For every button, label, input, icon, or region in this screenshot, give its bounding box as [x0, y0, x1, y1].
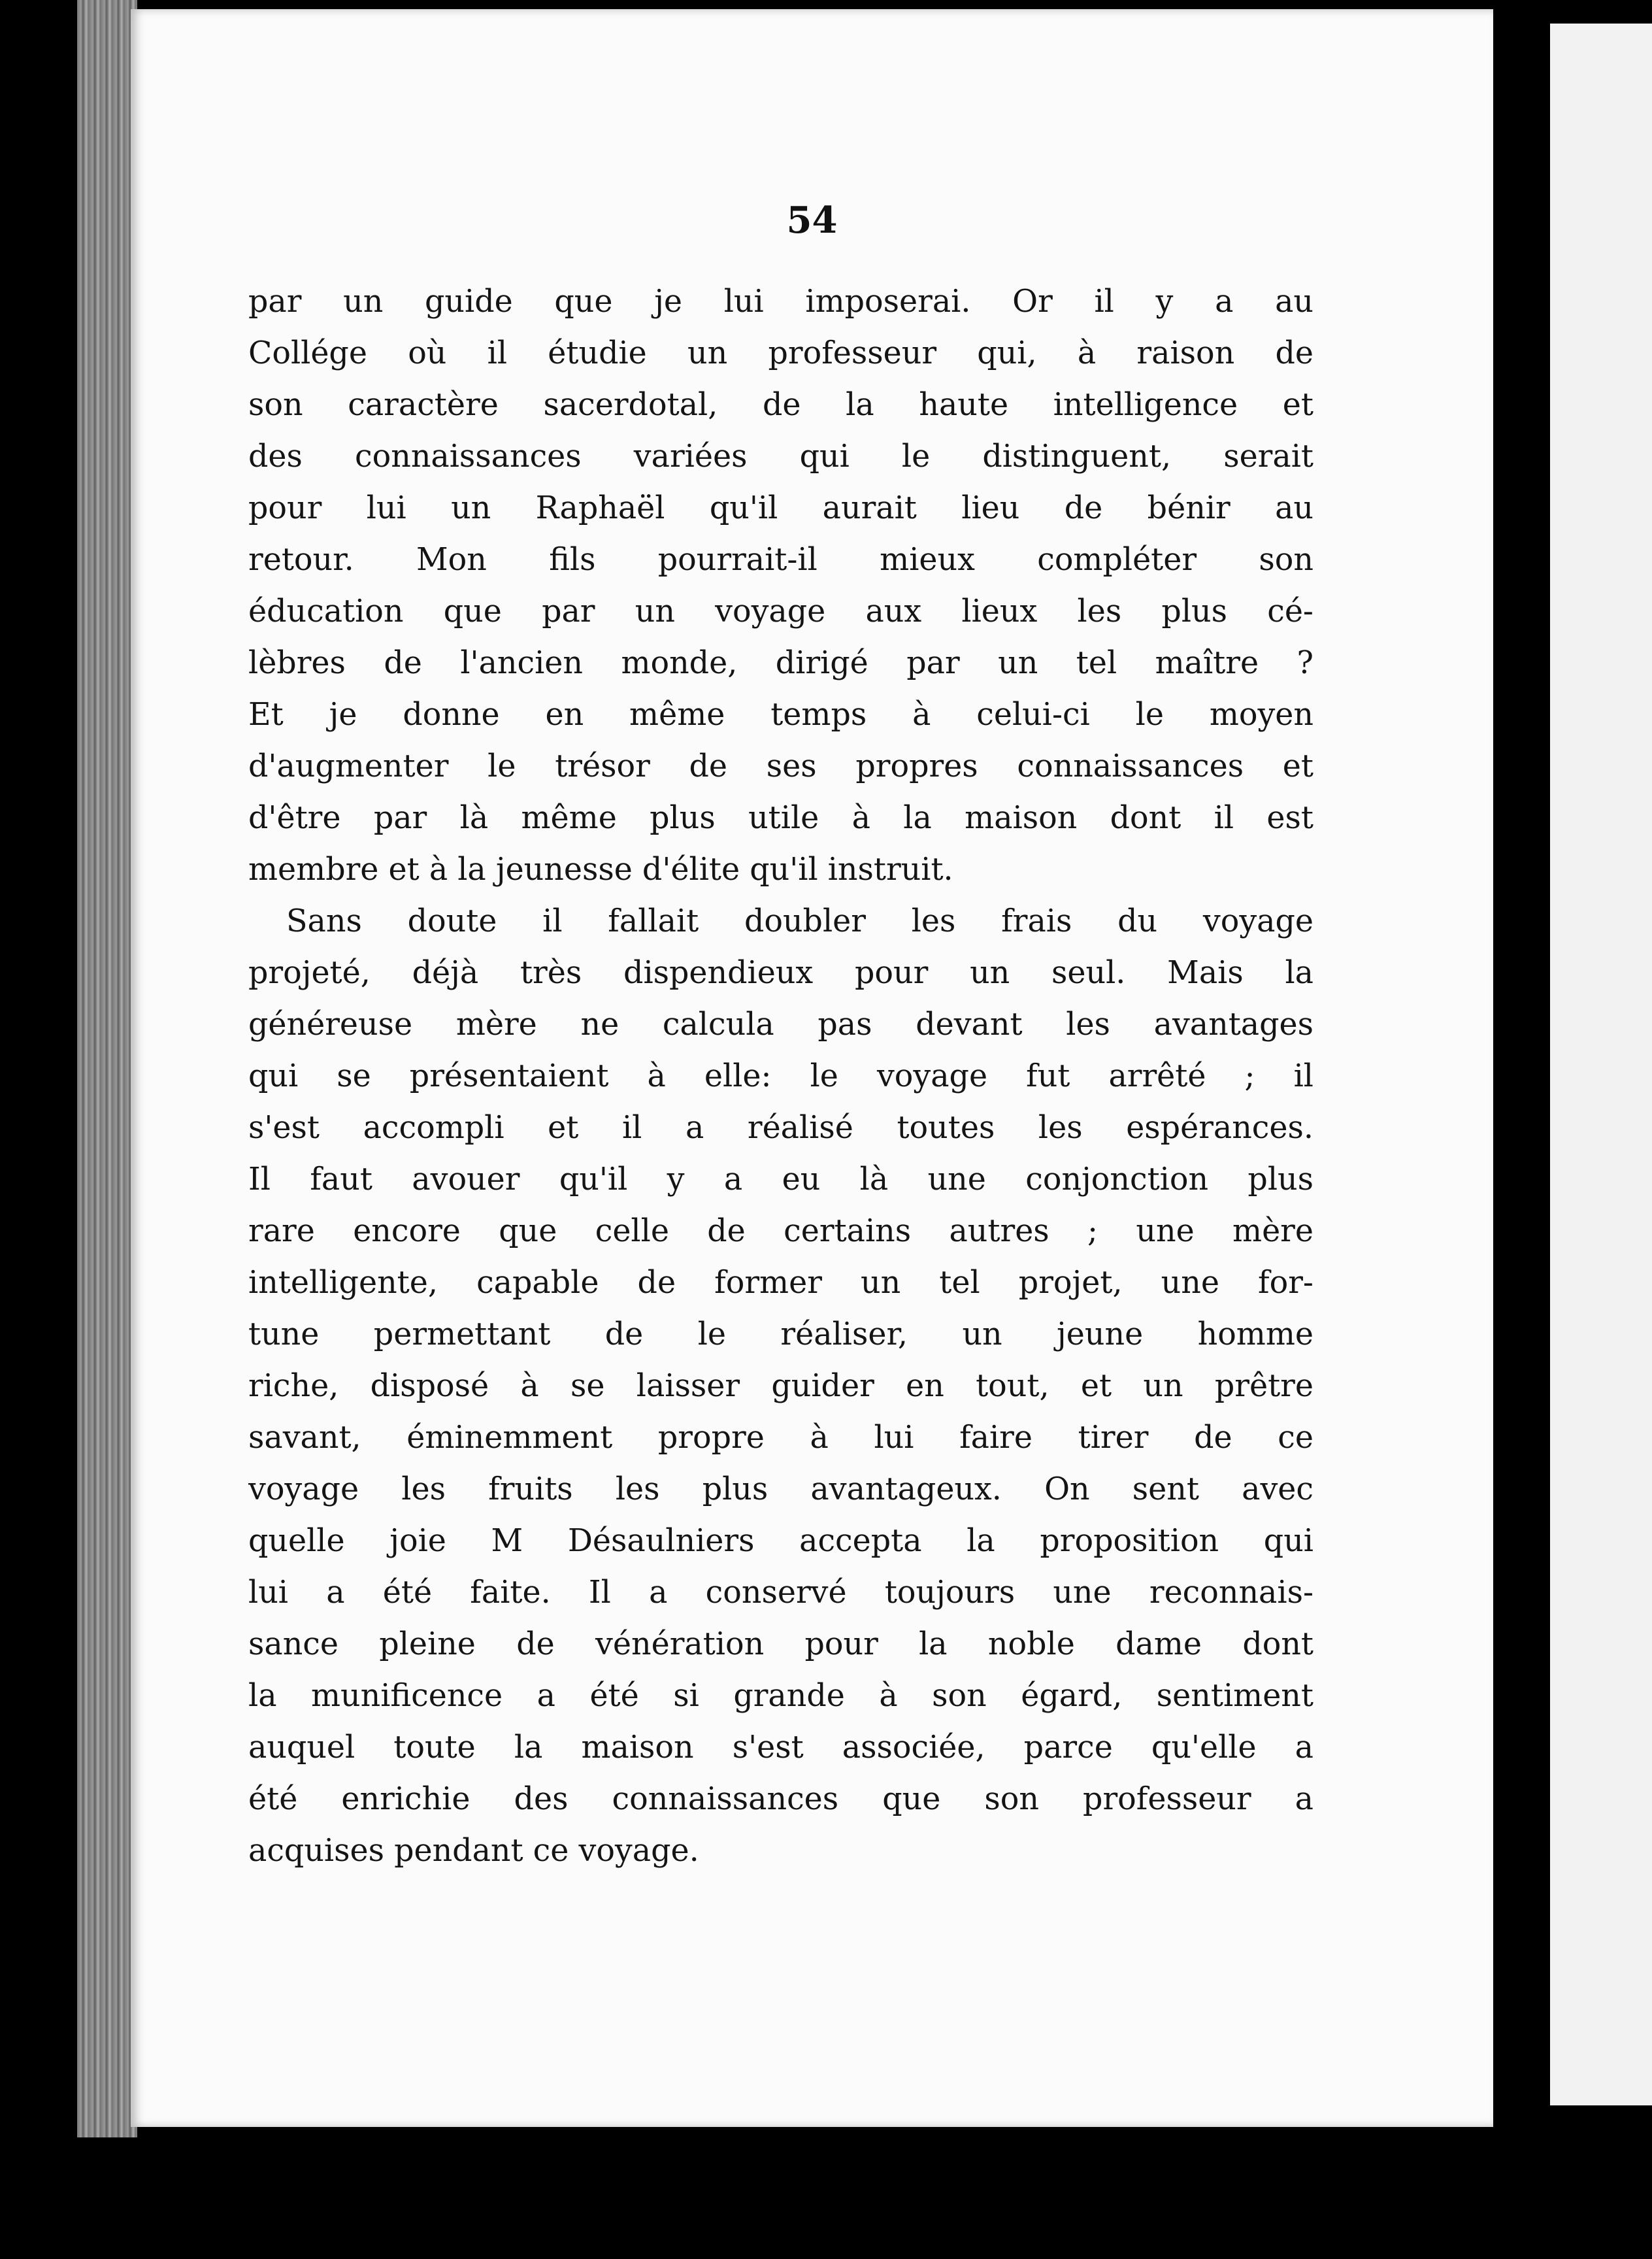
text-line: riche, disposé à se laisser guider en tout, et un prêtre	[248, 1368, 1313, 1404]
text-line: sance pleine de vénération pour la noble dame dont	[248, 1626, 1313, 1662]
text-line: pour lui un Raphaël qu'il aurait lieu de bénir au	[248, 490, 1313, 526]
book-page-edges	[77, 0, 137, 2137]
adjacent-page-edge	[1550, 24, 1652, 2105]
text-line: Collége où il étudie un professeur qui, à raison de	[248, 335, 1313, 371]
book-page	[131, 9, 1493, 2127]
text-line: la munificence a été si grande à son égard, sentiment	[248, 1678, 1313, 1714]
text-line: tune permettant de le réaliser, un jeune homme	[248, 1316, 1313, 1352]
text-line: lèbres de l'ancien monde, dirigé par un tel maître ?	[248, 645, 1313, 681]
text-line: d'être par là même plus utile à la maison dont il est	[248, 800, 1313, 836]
text-line: projeté, déjà très dispendieux pour un seul. Mais la	[248, 955, 1313, 991]
page-body-text	[248, 276, 1313, 1877]
text-line: par un guide que je lui imposerai. Or il y a au	[248, 284, 1313, 320]
text-line: éducation que par un voyage aux lieux les plus cé-	[248, 594, 1313, 629]
text-line: acquises pendant ce voyage.	[248, 1833, 699, 1869]
page-number: 54	[786, 199, 838, 242]
text-line: qui se présentaient à elle: le voyage fut arrêté ; il	[248, 1058, 1313, 1094]
text-line: Et je donne en même temps à celui-ci le moyen	[248, 697, 1313, 733]
text-line: généreuse mère ne calcula pas devant les avantages	[248, 1007, 1313, 1043]
text-line: s'est accompli et il a réalisé toutes les espérances.	[248, 1110, 1313, 1146]
text-line: été enrichie des connaissances que son professeur a	[248, 1781, 1313, 1817]
text-line: membre et à la jeunesse d'élite qu'il instruit.	[248, 852, 953, 888]
text-line: Sans doute il fallait doubler les frais du voyage	[286, 903, 1313, 939]
text-line: retour. Mon fils pourrait-il mieux compléter son	[248, 542, 1313, 578]
text-line: lui a été faite. Il a conservé toujours une reconnais-	[248, 1575, 1313, 1611]
text-line: savant, éminemment propre à lui faire tirer de ce	[248, 1420, 1313, 1456]
text-line: son caractère sacerdotal, de la haute intelligence et	[248, 387, 1313, 423]
text-line: d'augmenter le trésor de ses propres connaissances et	[248, 748, 1313, 784]
text-line: quelle joie M Désaulniers accepta la proposition qui	[248, 1523, 1313, 1559]
text-line: intelligente, capable de former un tel projet, une for-	[248, 1265, 1313, 1301]
text-line: Il faut avouer qu'il y a eu là une conjonction plus	[248, 1162, 1313, 1197]
text-line: rare encore que celle de certains autres ; une mère	[248, 1213, 1313, 1249]
text-line: auquel toute la maison s'est associée, parce qu'elle a	[248, 1730, 1313, 1765]
text-line: voyage les fruits les plus avantageux. On sent avec	[248, 1471, 1313, 1507]
text-line: des connaissances variées qui le distinguent, serait	[248, 439, 1313, 475]
